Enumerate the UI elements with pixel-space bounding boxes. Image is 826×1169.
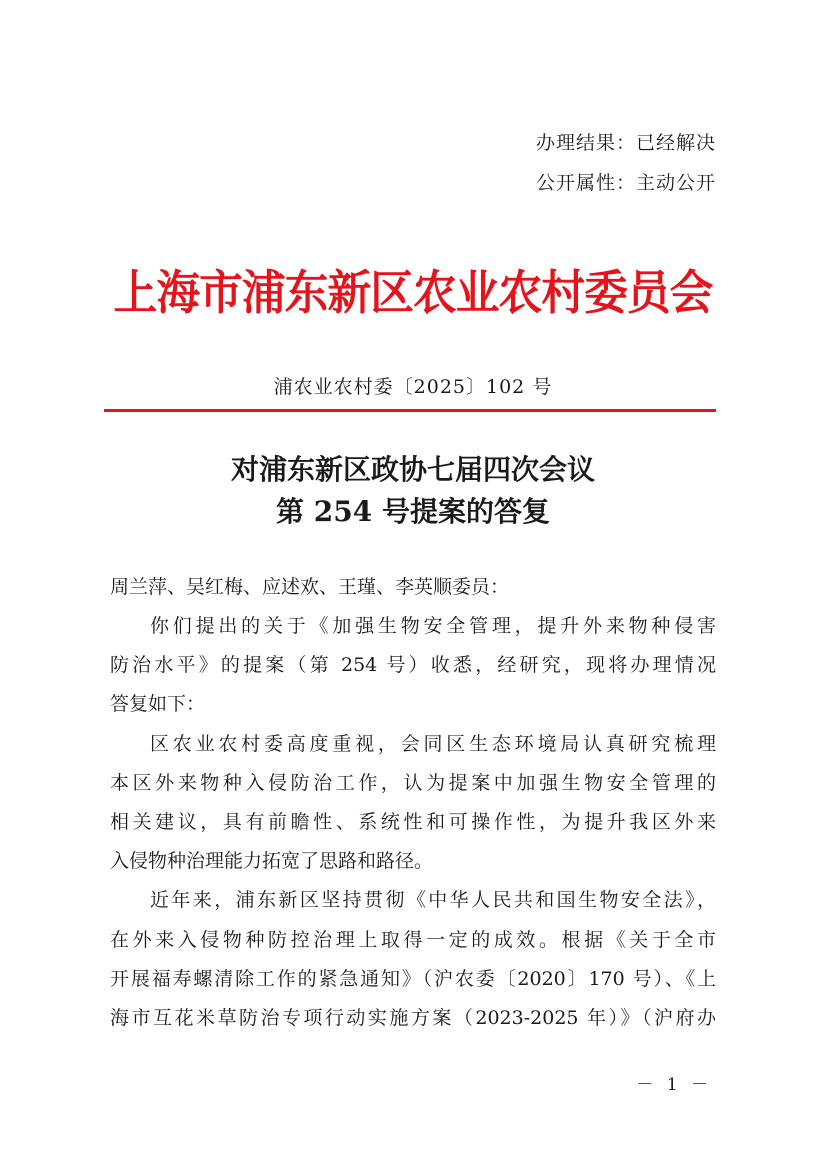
body-line: 海市互花米草防治专项行动实施方案（2023-2025 年）》（沪府办: [110, 1007, 716, 1029]
body-line: 答复如下：: [110, 693, 206, 715]
disclosure-attribute: 公开属性：主动公开: [535, 172, 716, 194]
document-number: 浦农业农村委〔2025〕102 号: [273, 376, 553, 398]
page-number: － 1 －: [636, 1075, 712, 1095]
body-line: 近年来，浦东新区坚持贯彻《中华人民共和国生物安全法》，: [150, 889, 716, 911]
body-line: 防治水平》的提案（第 254 号）收悉，经研究，现将办理情况: [110, 654, 716, 676]
body-line: 在外来入侵物种防控治理上取得一定的成效。根据《关于全市: [110, 929, 716, 951]
document-title-line-2: 第 254 号提案的答复: [276, 495, 550, 528]
body-line: 你们提出的关于《加强生物安全管理，提升外来物种侵害: [150, 615, 716, 637]
salutation: 周兰萍、吴红梅、应述欢、王瑾、李英顺委员：: [110, 576, 510, 598]
document-title-line-1: 对浦东新区政协七届四次会议: [230, 453, 595, 486]
red-divider-line: [104, 409, 716, 412]
issuing-organization-title: 上海市浦东新区农业农村委员会: [113, 266, 713, 321]
body-line: 入侵物种治理能力拓宽了思路和路径。: [110, 850, 434, 872]
body-line: 本区外来物种入侵防治工作，认为提案中加强生物安全管理的: [110, 772, 716, 794]
handling-result: 办理结果：已经解决: [535, 132, 716, 154]
body-line: 相关建议，具有前瞻性、系统性和可操作性，为提升我区外来: [110, 811, 716, 833]
body-line: 开展福寿螺清除工作的紧急通知》（沪农委〔2020〕170 号）、《上: [110, 968, 716, 990]
body-line: 区农业农村委高度重视，会同区生态环境局认真研究梳理: [150, 733, 716, 755]
